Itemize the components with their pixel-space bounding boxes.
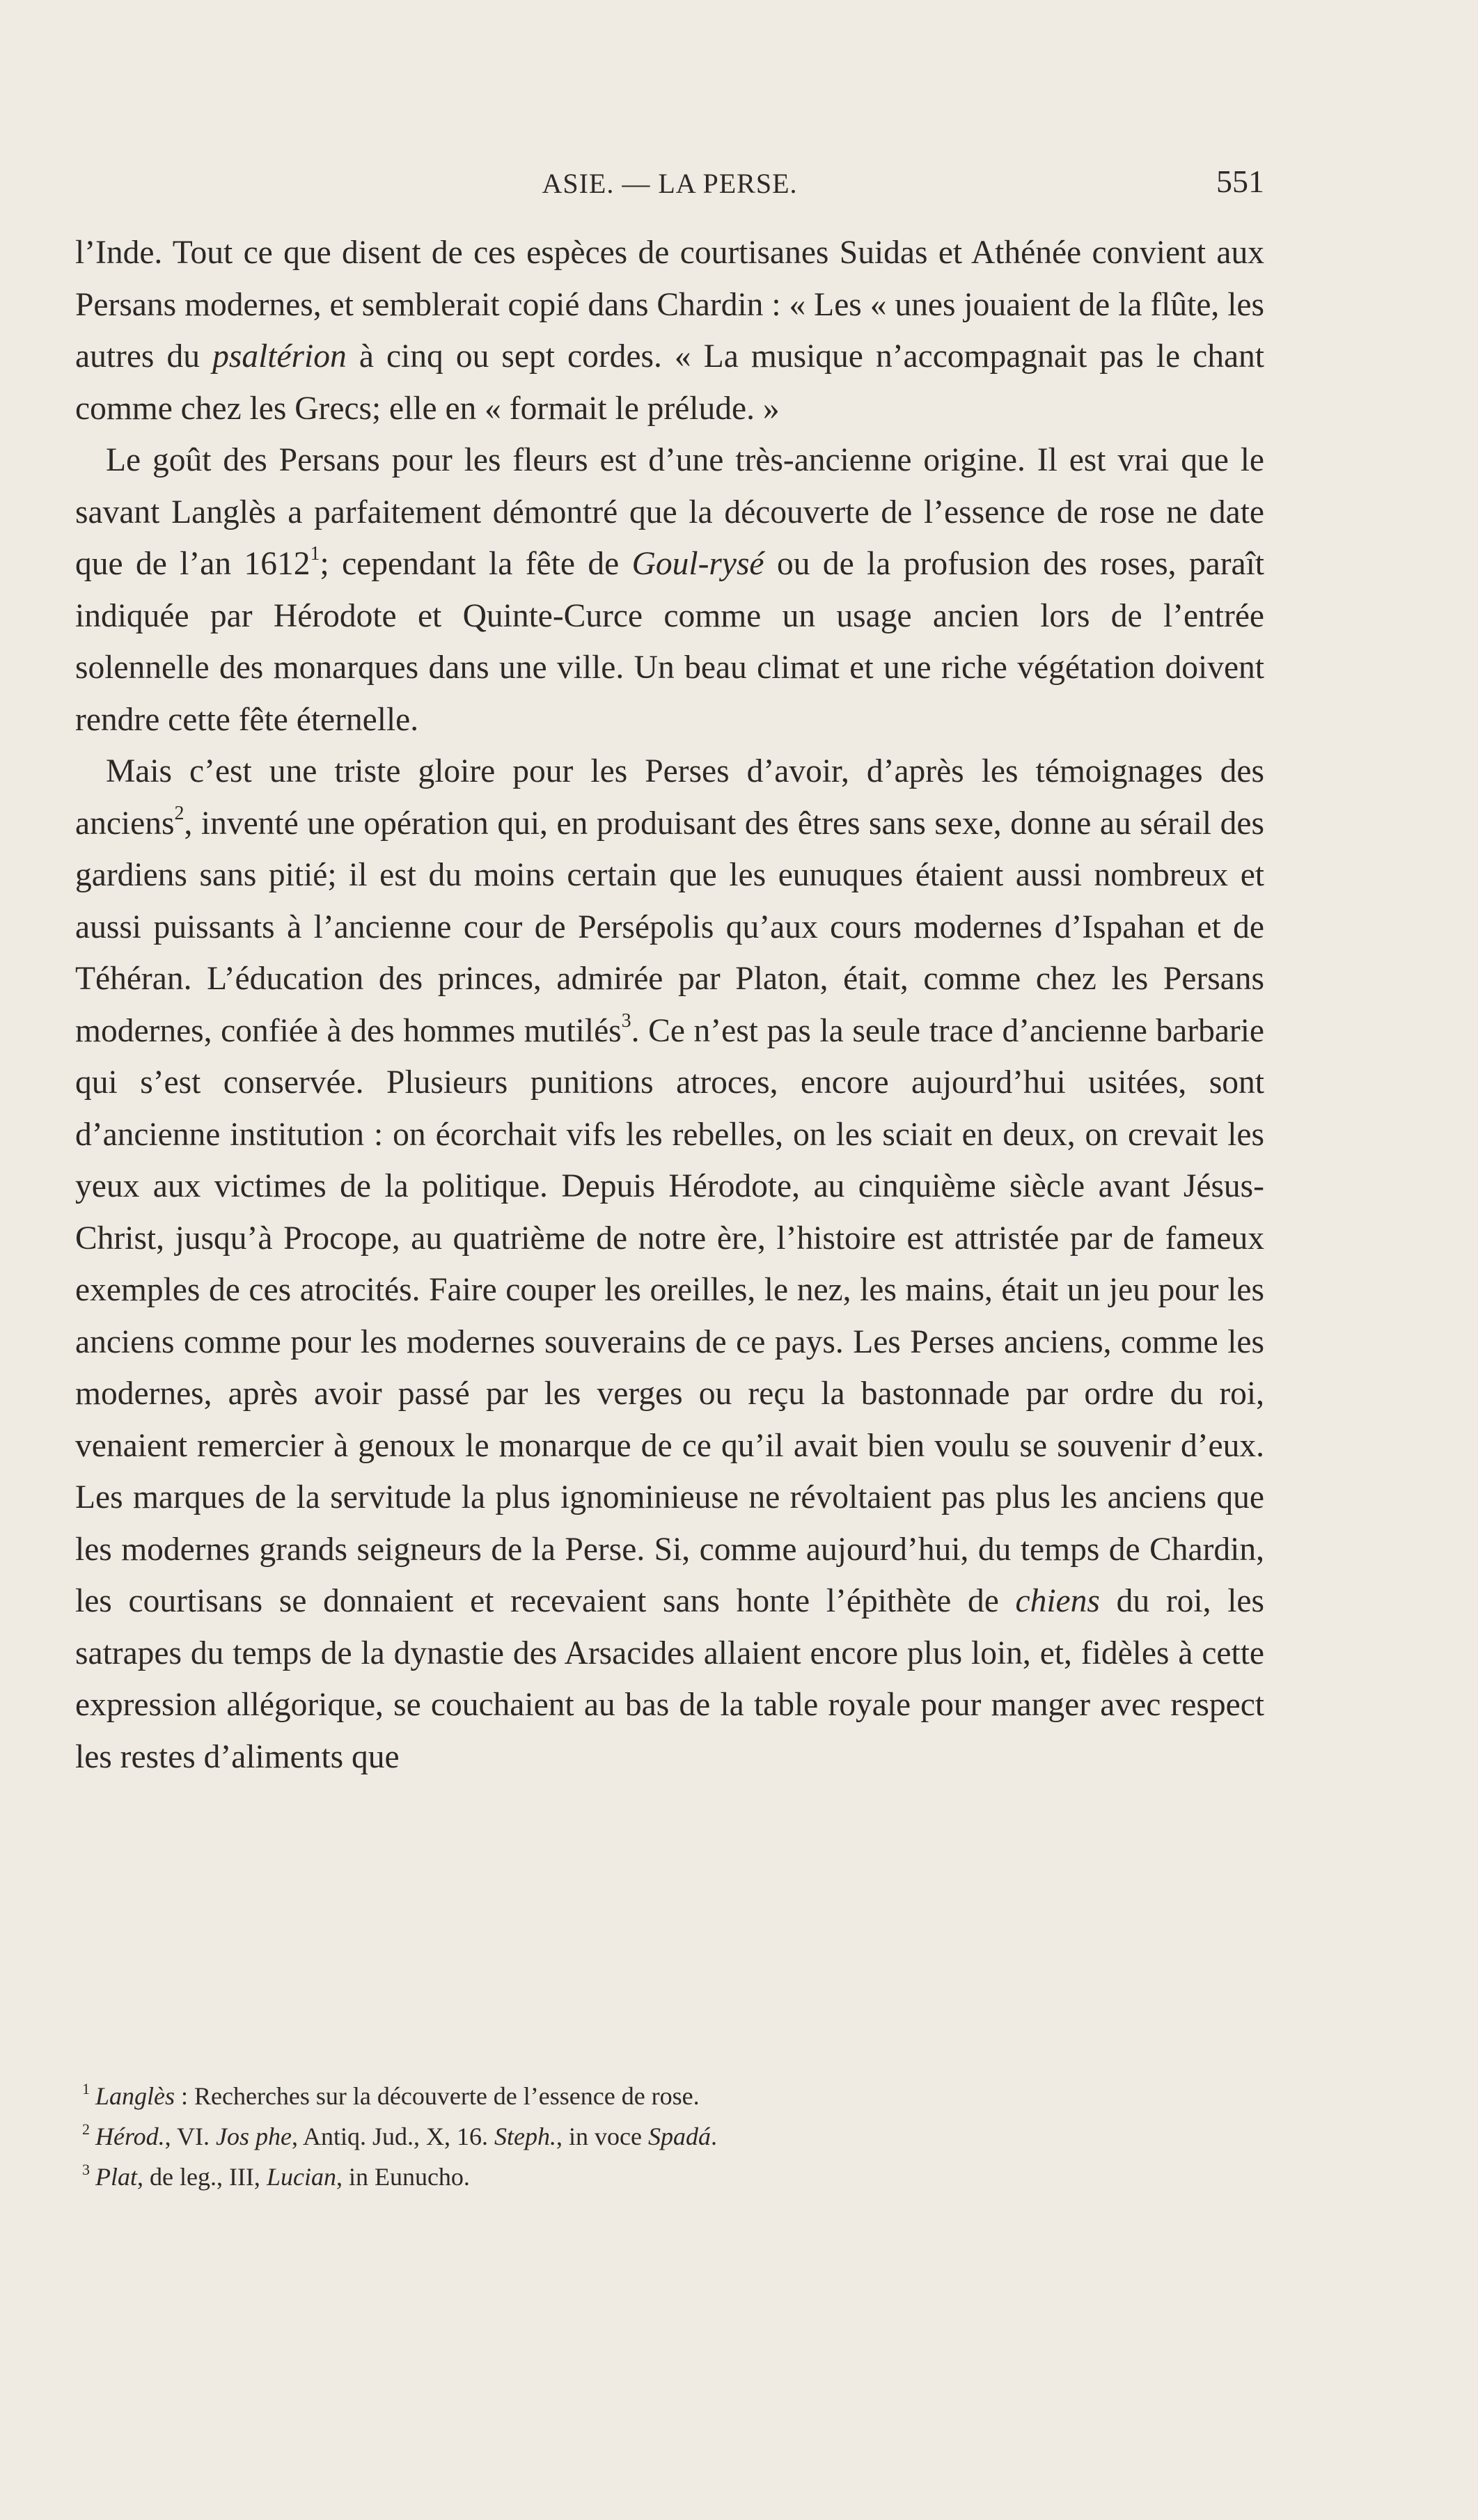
footnote-author: Lucian (266, 2163, 336, 2191)
text-run: Mais c’est une triste gloire pour les Perses d’avoir, d’après les témoignages des anciens (75, 753, 1264, 842)
footnote-text: , in voce (556, 2123, 648, 2150)
footnote-text: . (710, 2123, 717, 2150)
footnote-text: , VI. (164, 2123, 216, 2150)
main-text (75, 227, 1264, 1783)
page-header (75, 164, 1264, 216)
footnote (82, 2154, 1264, 2194)
italic-term: psaltérion (212, 338, 347, 375)
footnote-ref: 2 (174, 802, 184, 824)
italic-term: chiens (1015, 1583, 1100, 1619)
footnote-term: Spadá (647, 2123, 711, 2150)
text-run: ou de la profusion des roses, paraît indiquée par Hérodote et Quinte-Curce comme un usage ancien lors de l’entrée solennelle des monarques dans une ville. Un beau climat et une riche végétation doivent rendre cette fête éternelle. (75, 546, 1265, 738)
text-run: . Ce n’est pas la seule trace d’ancienne barbarie qui s’est conservée. Plusieurs punitions atroces, encore aujourd’hui usitées, sont d’ancienne institution : on écorchait vifs les rebelles, on les sciait en deux, on crevait les yeux aux victimes de la politique. Depuis Hérodote, au cinquième siècle avant Jésus-Christ, jusqu’à Procope, au quatrième de notre ère, l’histoire est attristée par de fameux exemples de ces atrocités. Faire couper les oreilles, le nez, les mains, était un jeu pour les anciens comme pour les modernes souverains de ce pays. Les Perses anciens, comme les modernes, après avoir passé par les verges ou reçu la bastonnade par ordre du roi, venaient remercier à genoux le monarque de ce qu’il avait bien voulu se souvenir d’eux. Les marques de la servitude la plus ignominieuse ne révoltaient pas plus les anciens que les modernes grands seigneurs de la Perse. Si, comme aujourd’hui, du temps de Chardin, les courtisans se donnaient et recevaient sans honte l’épithète de (75, 1012, 1265, 1619)
page-number: 551 (1216, 164, 1264, 199)
footnotes (82, 2073, 1264, 2194)
footnote-text: , in Eunucho. (336, 2163, 470, 2191)
text-run: ; cependant la fête de (320, 546, 632, 582)
footnote (82, 2113, 1264, 2154)
footnote-marker: 2 (82, 2120, 90, 2138)
text-run: Le goût des Persans pour les fleurs est d’une très-ancienne origine. Il est vrai que le savant Langlès a parfaitement démontré que la découverte de l’essence de rose ne date que de l’an 1612 (75, 442, 1264, 582)
footnote-author: Hérod. (95, 2123, 165, 2150)
paragraph (75, 227, 1264, 434)
running-head: ASIE. — LA PERSE. (542, 168, 798, 199)
text-run: l’Inde. Tout ce que disent de ces espèces de courtisanes Suidas et Athénée convient aux Persans modernes, et semblerait copié dans Chardin : « Les « unes jouaient de la flûte, les autres du (75, 235, 1264, 375)
footnote (82, 2073, 1264, 2113)
text-run: , inventé une opération qui, en produisant des êtres sans sexe, donne au sérail des gardiens sans pitié; il est du moins certain que les eunuques étaient aussi nombreux et aussi puissants à l’ancienne cour de Persépolis qu’aux cours modernes d’Ispahan et de Téhéran. L’éducation des princes, admirée par Platon, était, comme chez les Persans modernes, confiée à des hommes mutilés (75, 805, 1264, 1049)
footnote-text: , de leg., III, (137, 2163, 267, 2191)
paragraph (75, 434, 1264, 746)
footnote-author: Langlès (95, 2082, 175, 2110)
footnote-ref: 3 (621, 1009, 631, 1032)
footnote-author: Steph. (494, 2123, 556, 2150)
footnote-marker: 1 (82, 2080, 90, 2097)
footnote-author: Jos phe (216, 2123, 292, 2150)
text-run: à cinq ou sept cordes. « La musique n’accompagnait pas le chant comme chez les Grecs; elle en « formait le prélude. » (75, 338, 1264, 427)
footnote-text: , Antiq. Jud., X, 16. (291, 2123, 494, 2150)
italic-term: Goul-rysé (631, 546, 764, 582)
footnote-text: : Recherches sur la découverte de l’essence de rose. (175, 2082, 700, 2110)
footnote-author: Plat (95, 2163, 137, 2191)
footnote-marker: 3 (82, 2161, 90, 2178)
paragraph (75, 746, 1264, 1783)
text-run: du roi, les satrapes du temps de la dynastie des Arsacides allaient encore plus loin, et, fidèles à cette expression allégorique, se couchaient au bas de la table royale pour manger avec respect les restes d’aliments que (75, 1583, 1265, 1775)
footnote-ref: 1 (310, 543, 320, 565)
